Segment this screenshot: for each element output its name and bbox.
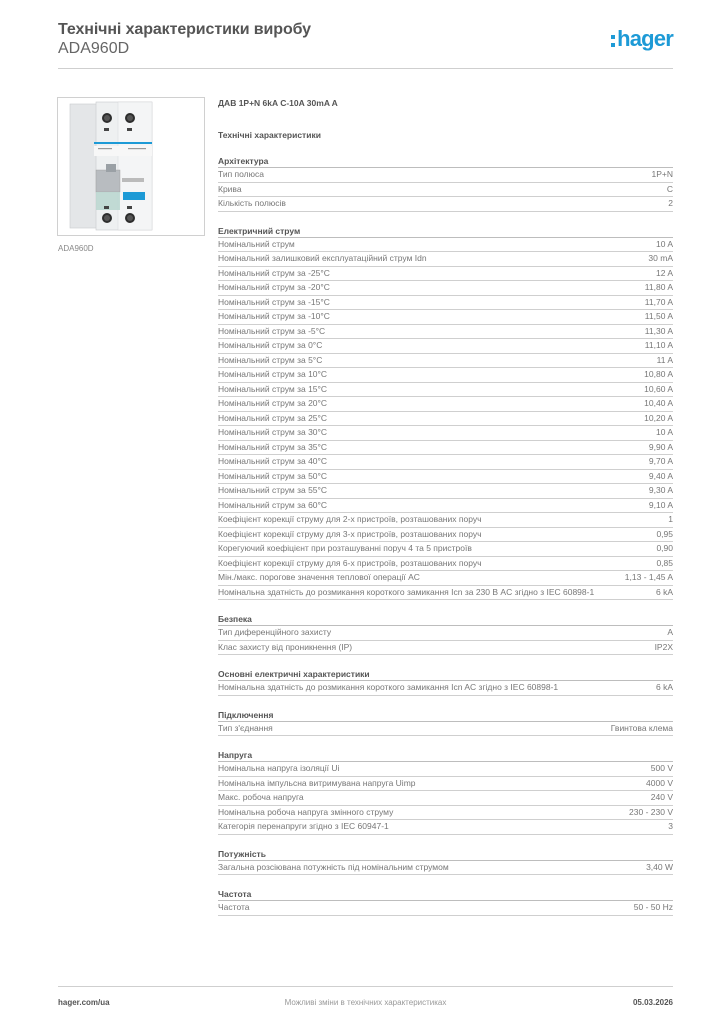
spec-row [218, 183, 673, 198]
spec-row [218, 238, 673, 253]
spec-label: Номінальний струм за 35°C [218, 441, 328, 452]
spec-row [218, 722, 673, 737]
spec-value: 6 kA [655, 586, 673, 597]
spec-label: Клас захисту від проникнення (IP) [218, 641, 353, 652]
spec-heading: Технічні характеристики [218, 130, 321, 140]
spec-content [218, 96, 673, 916]
section-title: Основні електричні характеристики [218, 667, 673, 681]
spec-value: 50 - 50 Hz [633, 902, 673, 912]
spec-value: 10,20 A [644, 412, 673, 423]
spec-row [218, 441, 673, 456]
image-caption: ADA960D [58, 244, 94, 253]
spec-value: 0,95 [656, 528, 673, 539]
spec-row [218, 762, 673, 777]
spec-label: Коефіцієнт корекції струму для 2-х пристроїв, розташованих поруч [218, 514, 482, 524]
spec-value: A [667, 627, 673, 637]
spec-sections [218, 154, 673, 916]
spec-value: IP2X [654, 641, 673, 652]
spec-row [218, 557, 673, 572]
spec-section [218, 612, 673, 655]
spec-label: Номінальний струм за 5°C [218, 354, 323, 365]
section-title: Частота [218, 887, 673, 901]
section-title: Напруга [218, 748, 673, 762]
spec-row [218, 499, 673, 514]
spec-value: 6 kA [655, 682, 673, 692]
spec-row [218, 281, 673, 296]
spec-row [218, 681, 673, 696]
spec-row [218, 426, 673, 441]
spec-label: Номінальний струм за -10°C [218, 311, 330, 321]
spec-row [218, 354, 673, 369]
spec-label: Номінальна напруга ізоляції Ui [218, 763, 340, 773]
spec-label: Макс. робоча напруга [218, 792, 304, 802]
section-title: Архітектура [218, 154, 673, 168]
spec-value: Гвинтова клема [610, 722, 673, 733]
spec-label: Номінальний струм за 30°C [218, 427, 328, 437]
spec-value: 10,60 A [644, 383, 673, 394]
header-divider [58, 68, 673, 69]
spec-value: 9,40 A [648, 470, 673, 481]
spec-value: 11,30 A [644, 325, 673, 336]
spec-row [218, 325, 673, 340]
document-title: Технічні характеристики виробу [58, 21, 311, 38]
spec-label: Номінальний струм за 0°C [218, 340, 323, 350]
spec-label: Тип з'єднання [218, 722, 273, 733]
spec-row [218, 368, 673, 383]
spec-row [218, 901, 673, 916]
spec-label: Номінальний струм за 15°C [218, 383, 328, 394]
section-title: Електричний струм [218, 224, 673, 238]
spec-row [218, 641, 673, 656]
spec-value: 9,70 A [648, 456, 673, 466]
spec-value: 1,13 - 1,45 A [624, 572, 673, 582]
logo-text: hager [617, 26, 673, 51]
spec-value: 10,40 A [644, 398, 673, 408]
spec-row [218, 528, 673, 543]
hager-logo [611, 26, 673, 52]
spec-row [218, 296, 673, 311]
spec-row [218, 267, 673, 282]
spec-label: Номінальний струм за -20°C [218, 282, 330, 292]
spec-row [218, 861, 673, 876]
spec-row [218, 383, 673, 398]
spec-value: 30 mA [648, 253, 673, 263]
spec-value: C [666, 183, 673, 194]
spec-row [218, 252, 673, 267]
spec-value: 3 [668, 821, 673, 831]
spec-row [218, 586, 673, 601]
spec-value: 3,40 W [646, 861, 673, 872]
spec-label: Номінальна робоча напруга змінного струму [218, 806, 394, 817]
spec-value: 240 V [650, 792, 673, 802]
product-title: ДАВ 1P+N 6kA C-10A 30mA A [218, 98, 338, 108]
document-date: 05.03.2026 [632, 998, 673, 1007]
spec-label: Корегуючий коефіцієнт при розташуванні поруч 4 та 5 пристроїв [218, 543, 472, 553]
change-notice: Можливі зміни в технічних характеристиках [284, 998, 447, 1007]
spec-value: 10 A [655, 427, 673, 437]
spec-label: Номінальний струм за 55°C [218, 485, 328, 495]
spec-label: Номінальний струм за 40°C [218, 456, 328, 466]
spec-label: Номінальний струм за 10°C [218, 369, 328, 379]
spec-row [218, 777, 673, 792]
spec-label: Коефіцієнт корекції струму для 3-х пристроїв, розташованих поруч [218, 528, 482, 539]
spec-section [218, 847, 673, 876]
spec-label: Частота [218, 902, 250, 912]
spec-label: Номінальний залишковий експлуатаційний струм Idn [218, 253, 427, 263]
spec-label: Номінальний струм за 20°C [218, 398, 328, 408]
product-image [57, 97, 205, 236]
spec-row [218, 571, 673, 586]
spec-label: Номінальний струм за -25°C [218, 267, 330, 278]
section-title: Підключення [218, 708, 673, 722]
spec-value: 230 - 230 V [629, 806, 673, 817]
spec-row [218, 626, 673, 641]
section-title: Безпека [218, 612, 673, 626]
spec-row [218, 513, 673, 528]
spec-value: 0,90 [656, 543, 673, 553]
spec-row [218, 397, 673, 412]
section-title: Потужність [218, 847, 673, 861]
spec-row [218, 791, 673, 806]
spec-row [218, 470, 673, 485]
spec-label: Кількість полюсів [218, 198, 286, 208]
spec-label: Номінальний струм за -15°C [218, 296, 330, 307]
spec-value: 11,80 A [644, 282, 673, 292]
spec-value: 10,80 A [644, 369, 673, 379]
spec-value: 11 A [656, 354, 673, 365]
spec-row [218, 339, 673, 354]
spec-label: Загальна розсіювана потужність під номінальним струмом [218, 861, 449, 872]
spec-row [218, 542, 673, 557]
spec-row [218, 310, 673, 325]
spec-row [218, 197, 673, 212]
spec-row [218, 412, 673, 427]
spec-value: 10 A [655, 238, 673, 249]
spec-label: Номінальний струм за -5°C [218, 325, 326, 336]
circuit-breaker-icon [58, 98, 204, 235]
spec-value: 0,85 [656, 557, 673, 568]
spec-label: Номінальний струм [218, 238, 295, 249]
spec-value: 12 A [655, 267, 673, 278]
product-code: ADA960D [58, 40, 130, 57]
logo-colon-icon [611, 35, 615, 47]
spec-label: Номінальний струм за 25°C [218, 412, 328, 423]
footer-divider [58, 986, 673, 987]
spec-label: Номінальна імпульсна витримувана напруга Uimp [218, 777, 416, 788]
spec-section [218, 154, 673, 212]
spec-label: Номінальний струм за 50°C [218, 470, 328, 481]
spec-label: Номінальна здатність до розмикання короткого замикання Icn AC згідно з IEC 60898-1 [218, 682, 559, 692]
spec-section [218, 708, 673, 737]
spec-label: Крива [218, 183, 242, 194]
spec-value: 1 [668, 514, 673, 524]
spec-section [218, 224, 673, 601]
spec-row [218, 806, 673, 821]
spec-section [218, 748, 673, 835]
spec-value: 9,90 A [648, 441, 673, 452]
spec-row [218, 168, 673, 183]
spec-value: 9,30 A [648, 485, 673, 495]
spec-value: 2 [668, 198, 673, 208]
spec-value: 500 V [650, 763, 673, 773]
spec-section [218, 667, 673, 696]
spec-label: Номінальний струм за 60°C [218, 499, 328, 510]
spec-value: 11,70 A [644, 296, 673, 307]
spec-label: Коефіцієнт корекції струму для 6-х пристроїв, розташованих поруч [218, 557, 482, 568]
spec-label: Тип диференційного захисту [218, 627, 332, 637]
spec-label: Мін./макс. порогове значення теплової операції AC [218, 572, 420, 582]
spec-row [218, 484, 673, 499]
spec-value: 11,50 A [644, 311, 673, 321]
spec-label: Категорія перенапруги згідно з IEC 60947-1 [218, 821, 389, 831]
spec-row [218, 455, 673, 470]
spec-value: 4000 V [646, 777, 673, 788]
spec-row [218, 820, 673, 835]
spec-label: Тип полюса [218, 169, 264, 179]
spec-value: 1P+N [651, 169, 673, 179]
spec-value: 9,10 A [648, 499, 673, 510]
page-header [58, 20, 673, 58]
website-link[interactable]: hager.com/ua [58, 998, 110, 1007]
spec-section [218, 887, 673, 916]
spec-label: Номінальна здатність до розмикання короткого замикання Icn за 230 В AC згідно з IEC 60898-1 [218, 586, 595, 597]
spec-value: 11,10 A [644, 340, 673, 350]
